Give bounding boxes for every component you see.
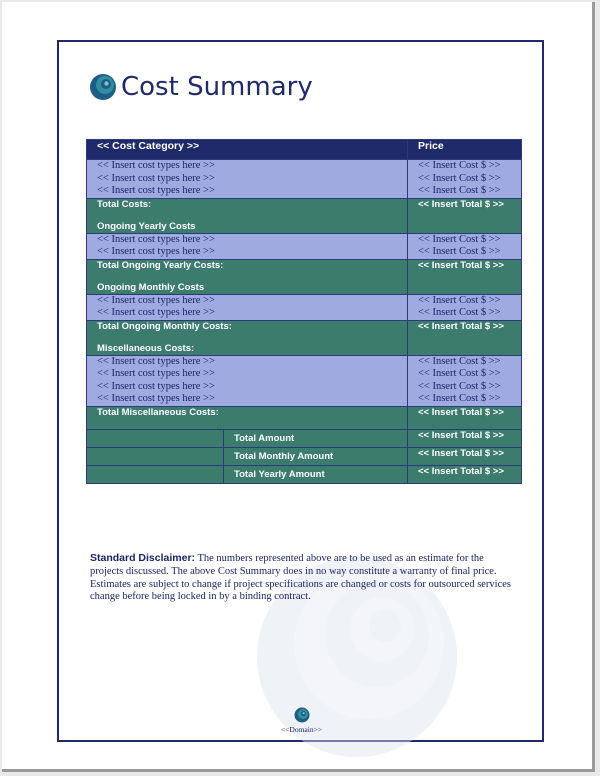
section-heading: Miscellaneous Costs:	[97, 342, 195, 354]
summary-label: Total Monthly Amount	[234, 450, 334, 462]
summary-row	[87, 429, 522, 447]
page-title: Cost Summary	[121, 72, 313, 102]
cost-price-cell: << Insert Cost $ >>	[418, 307, 501, 318]
summary-value: << Insert Total $ >>	[408, 447, 522, 465]
summary-label: Total Yearly Amount	[234, 468, 325, 480]
summary-value: << Insert Total $ >>	[408, 429, 522, 447]
table-row	[87, 160, 522, 199]
summary-row	[87, 447, 522, 465]
table-row	[87, 233, 522, 259]
header-price: Price	[408, 140, 522, 160]
cost-price-cell: << Insert Cost $ >>	[418, 233, 501, 245]
total-costs-label: Total Costs:	[97, 198, 152, 210]
cost-price-cell: << Insert Cost $ >>	[418, 393, 501, 404]
cost-price-cell: << Insert Cost $ >>	[418, 355, 501, 367]
cost-table	[86, 139, 522, 484]
disclaimer-label: Standard Disclaimer:	[90, 552, 196, 564]
cost-price-cell: << Insert Cost $ >>	[418, 185, 501, 196]
cost-type-cell: << Insert cost types here >>	[97, 185, 215, 196]
total-row	[87, 198, 522, 233]
summary-value: << Insert Total $ >>	[408, 465, 522, 483]
cost-price-cell: << Insert Cost $ >>	[418, 160, 501, 171]
cost-price-cell: << Insert Cost $ >>	[418, 368, 501, 379]
cost-price-cell: << Insert Cost $ >>	[418, 246, 501, 257]
document-header	[89, 72, 313, 102]
cost-type-cell: << Insert cost types here >>	[97, 368, 215, 379]
cost-type-cell: << Insert cost types here >>	[97, 355, 215, 367]
total-row	[87, 259, 522, 294]
page-frame	[57, 40, 544, 742]
total-misc-value: << Insert Total $ >>	[408, 406, 522, 429]
nautilus-shell-icon	[294, 707, 310, 723]
cost-type-cell: << Insert cost types here >>	[97, 294, 215, 306]
cost-type-cell: << Insert cost types here >>	[97, 160, 215, 171]
cost-type-cell: << Insert cost types here >>	[97, 393, 215, 404]
footer-domain: <<Domain>>	[280, 725, 323, 734]
total-misc-label: Total Miscellaneous Costs:	[97, 406, 219, 418]
total-yearly-value: << Insert Total $ >>	[408, 259, 522, 294]
header-category: << Cost Category >>	[87, 140, 408, 160]
disclaimer	[90, 552, 515, 604]
page-footer	[259, 707, 344, 734]
cost-type-cell: << Insert cost types here >>	[97, 380, 215, 392]
total-yearly-label: Total Ongoing Yearly Costs:	[97, 259, 224, 271]
section-heading: Ongoing Monthly Costs	[97, 281, 205, 293]
total-costs-value: << Insert Total $ >>	[408, 198, 522, 233]
cost-price-cell: << Insert Cost $ >>	[418, 172, 501, 184]
nautilus-shell-icon	[89, 73, 117, 101]
document-page	[2, 2, 595, 772]
cost-type-cell: << Insert cost types here >>	[97, 307, 215, 318]
table-header-row	[87, 140, 522, 160]
disclaimer-text: The numbers represented above are to be used as an estimate for the projects discussed. The above Cost Summary does in no way constitute a warranty of final price. Estimates are subject to change if project specifications are changed or costs for outsourced services change before being locked in by a binding contract.	[90, 553, 512, 603]
table-row	[87, 294, 522, 320]
total-row	[87, 320, 522, 355]
total-monthly-value: << Insert Total $ >>	[408, 320, 522, 355]
total-monthly-label: Total Ongoing Monthly Costs:	[97, 320, 232, 332]
cost-type-cell: << Insert cost types here >>	[97, 233, 215, 245]
table-row	[87, 355, 522, 406]
cost-type-cell: << Insert cost types here >>	[97, 246, 215, 257]
summary-label: Total Amount	[234, 432, 295, 444]
section-heading: Ongoing Yearly Costs	[97, 220, 196, 232]
cost-type-cell: << Insert cost types here >>	[97, 172, 215, 184]
summary-row	[87, 465, 522, 483]
cost-price-cell: << Insert Cost $ >>	[418, 294, 501, 306]
cost-price-cell: << Insert Cost $ >>	[418, 380, 501, 392]
total-row	[87, 406, 522, 429]
